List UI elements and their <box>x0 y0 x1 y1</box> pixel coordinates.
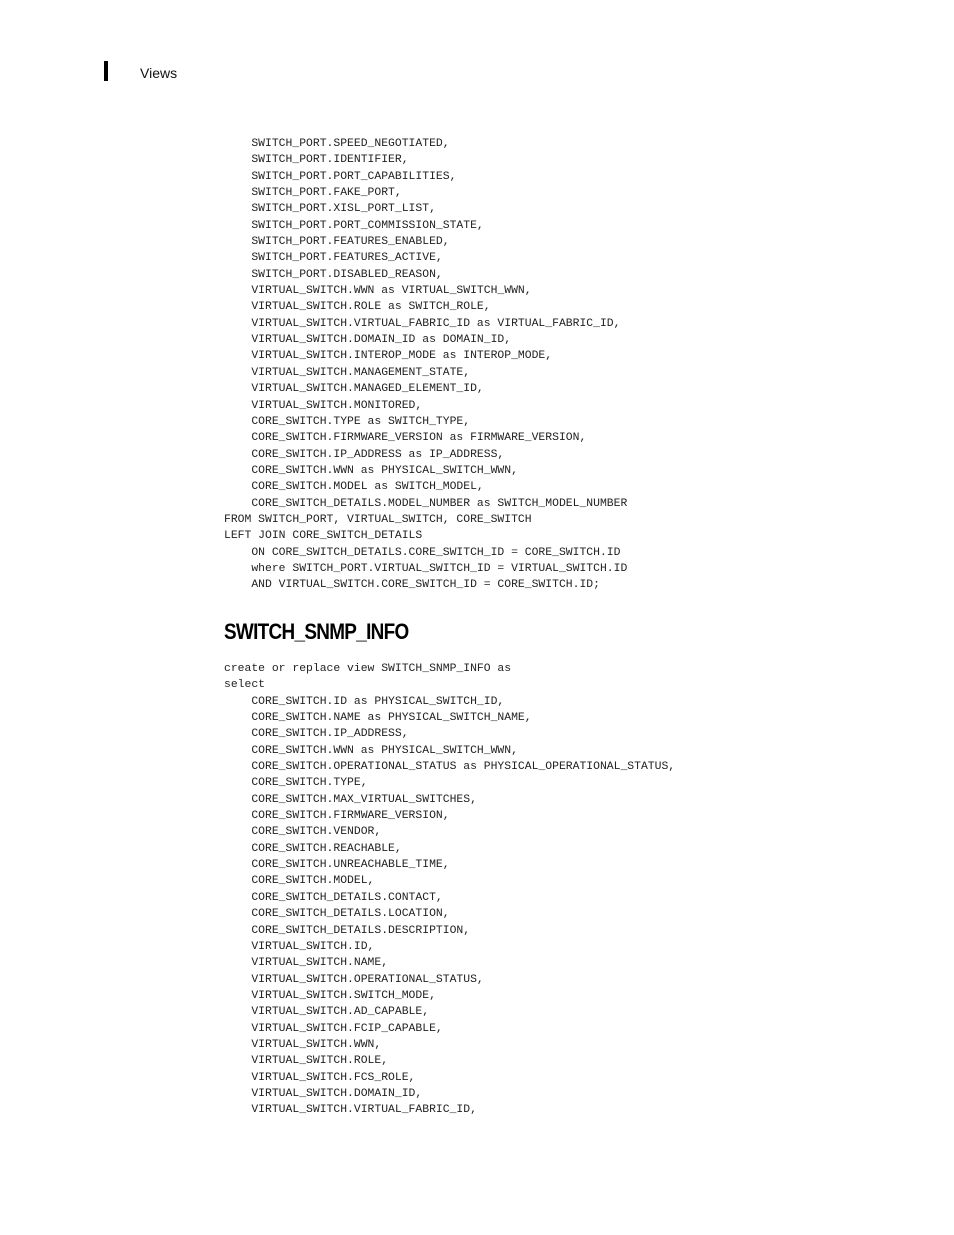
code-line: create or replace view SWITCH_SNMP_INFO as <box>224 663 512 675</box>
code-line: AND VIRTUAL_SWITCH.CORE_SWITCH_ID = CORE_SWITCH.ID; <box>224 579 600 592</box>
code-line: CORE_SWITCH.ID as PHYSICAL_SWITCH_ID, <box>224 695 505 708</box>
code-line: VIRTUAL_SWITCH.DOMAIN_ID as DOMAIN_ID, <box>224 334 512 347</box>
code-line: CORE_SWITCH_DETAILS.MODEL_NUMBER as SWITCH_MODEL_NUMBER <box>224 497 628 510</box>
code-line: CORE_SWITCH.FIRMWARE_VERSION as FIRMWARE_VERSION, <box>224 432 587 445</box>
code-line: CORE_SWITCH_DETAILS.LOCATION, <box>224 908 450 921</box>
code-line: CORE_SWITCH.OPERATIONAL_STATUS as PHYSICAL_OPERATIONAL_STATUS, <box>224 761 676 774</box>
code-line: FROM SWITCH_PORT, VIRTUAL_SWITCH, CORE_SWITCH <box>224 513 532 526</box>
code-line: VIRTUAL_SWITCH.WWN as VIRTUAL_SWITCH_WWN, <box>224 285 532 298</box>
code-line: VIRTUAL_SWITCH.NAME, <box>224 957 389 970</box>
section-heading: SWITCH_SNMP_INFO <box>224 619 409 644</box>
code-line: SWITCH_PORT.FEATURES_ACTIVE, <box>224 252 443 265</box>
code-line: VIRTUAL_SWITCH.VIRTUAL_FABRIC_ID as VIRTUAL_FABRIC_ID, <box>224 317 621 330</box>
code-line: select <box>224 679 266 692</box>
code-line: VIRTUAL_SWITCH.ROLE as SWITCH_ROLE, <box>224 301 491 314</box>
code-line: VIRTUAL_SWITCH.MONITORED, <box>224 399 423 412</box>
code-line: VIRTUAL_SWITCH.ROLE, <box>224 1055 389 1068</box>
code-line: CORE_SWITCH.TYPE, <box>224 777 368 790</box>
code-line: CORE_SWITCH.WWN as PHYSICAL_SWITCH_WWN, <box>224 744 518 757</box>
code-line: CORE_SWITCH_DETAILS.CONTACT, <box>224 891 443 904</box>
code-line: CORE_SWITCH.MODEL as SWITCH_MODEL, <box>224 481 484 494</box>
code-line: ON CORE_SWITCH_DETAILS.CORE_SWITCH_ID = CORE_SWITCH.ID <box>224 546 621 559</box>
code-line: CORE_SWITCH.VENDOR, <box>224 826 382 839</box>
code-line: VIRTUAL_SWITCH.MANAGED_ELEMENT_ID, <box>224 383 484 396</box>
code-line: VIRTUAL_SWITCH.FCIP_CAPABLE, <box>224 1022 443 1035</box>
code-line: SWITCH_PORT.FEATURES_ENABLED, <box>224 236 450 249</box>
code-line: SWITCH_PORT.DISABLED_REASON, <box>224 268 443 281</box>
code-line: VIRTUAL_SWITCH.AD_CAPABLE, <box>224 1006 430 1019</box>
code-line: CORE_SWITCH.REACHABLE, <box>224 842 402 855</box>
code-line: SWITCH_PORT.FAKE_PORT, <box>224 187 402 200</box>
code-line: SWITCH_PORT.PORT_CAPABILITIES, <box>224 170 457 183</box>
code-line: CORE_SWITCH_DETAILS.DESCRIPTION, <box>224 924 471 937</box>
code-line: CORE_SWITCH.WWN as PHYSICAL_SWITCH_WWN, <box>224 464 518 477</box>
code-line: SWITCH_PORT.SPEED_NEGOTIATED, <box>224 138 450 150</box>
code-line: VIRTUAL_SWITCH.SWITCH_MODE, <box>224 989 436 1002</box>
code-line: CORE_SWITCH.NAME as PHYSICAL_SWITCH_NAME, <box>224 712 532 725</box>
code-line: LEFT JOIN CORE_SWITCH_DETAILS <box>224 530 423 543</box>
code-line: VIRTUAL_SWITCH.VIRTUAL_FABRIC_ID, <box>224 1104 477 1117</box>
code-line: CORE_SWITCH.UNREACHABLE_TIME, <box>224 859 450 872</box>
code-line: VIRTUAL_SWITCH.FCS_ROLE, <box>224 1071 416 1084</box>
header-rule <box>104 61 108 81</box>
code-line: VIRTUAL_SWITCH.WWN, <box>224 1038 382 1051</box>
code-line: CORE_SWITCH.IP_ADDRESS as IP_ADDRESS, <box>224 448 505 461</box>
running-header: Views <box>140 65 178 81</box>
code-line: CORE_SWITCH.MAX_VIRTUAL_SWITCHES, <box>224 793 477 806</box>
code-line: SWITCH_PORT.PORT_COMMISSION_STATE, <box>224 219 484 232</box>
code-listing-top <box>224 136 627 594</box>
code-line: CORE_SWITCH.IP_ADDRESS, <box>224 728 409 741</box>
code-line: SWITCH_PORT.XISL_PORT_LIST, <box>224 203 436 216</box>
code-line: CORE_SWITCH.TYPE as SWITCH_TYPE, <box>224 415 471 428</box>
code-line: VIRTUAL_SWITCH.MANAGEMENT_STATE, <box>224 366 471 379</box>
code-line: VIRTUAL_SWITCH.ID, <box>224 940 375 953</box>
code-line: VIRTUAL_SWITCH.INTEROP_MODE as INTEROP_MODE, <box>224 350 553 363</box>
code-line: SWITCH_PORT.IDENTIFIER, <box>224 154 409 167</box>
code-listing-bottom <box>224 661 675 1119</box>
code-line: where SWITCH_PORT.VIRTUAL_SWITCH_ID = VIRTUAL_SWITCH.ID <box>224 562 628 575</box>
code-line: VIRTUAL_SWITCH.DOMAIN_ID, <box>224 1087 423 1100</box>
code-line: CORE_SWITCH.MODEL, <box>224 875 375 888</box>
code-line: CORE_SWITCH.FIRMWARE_VERSION, <box>224 810 450 823</box>
code-line: VIRTUAL_SWITCH.OPERATIONAL_STATUS, <box>224 973 484 986</box>
